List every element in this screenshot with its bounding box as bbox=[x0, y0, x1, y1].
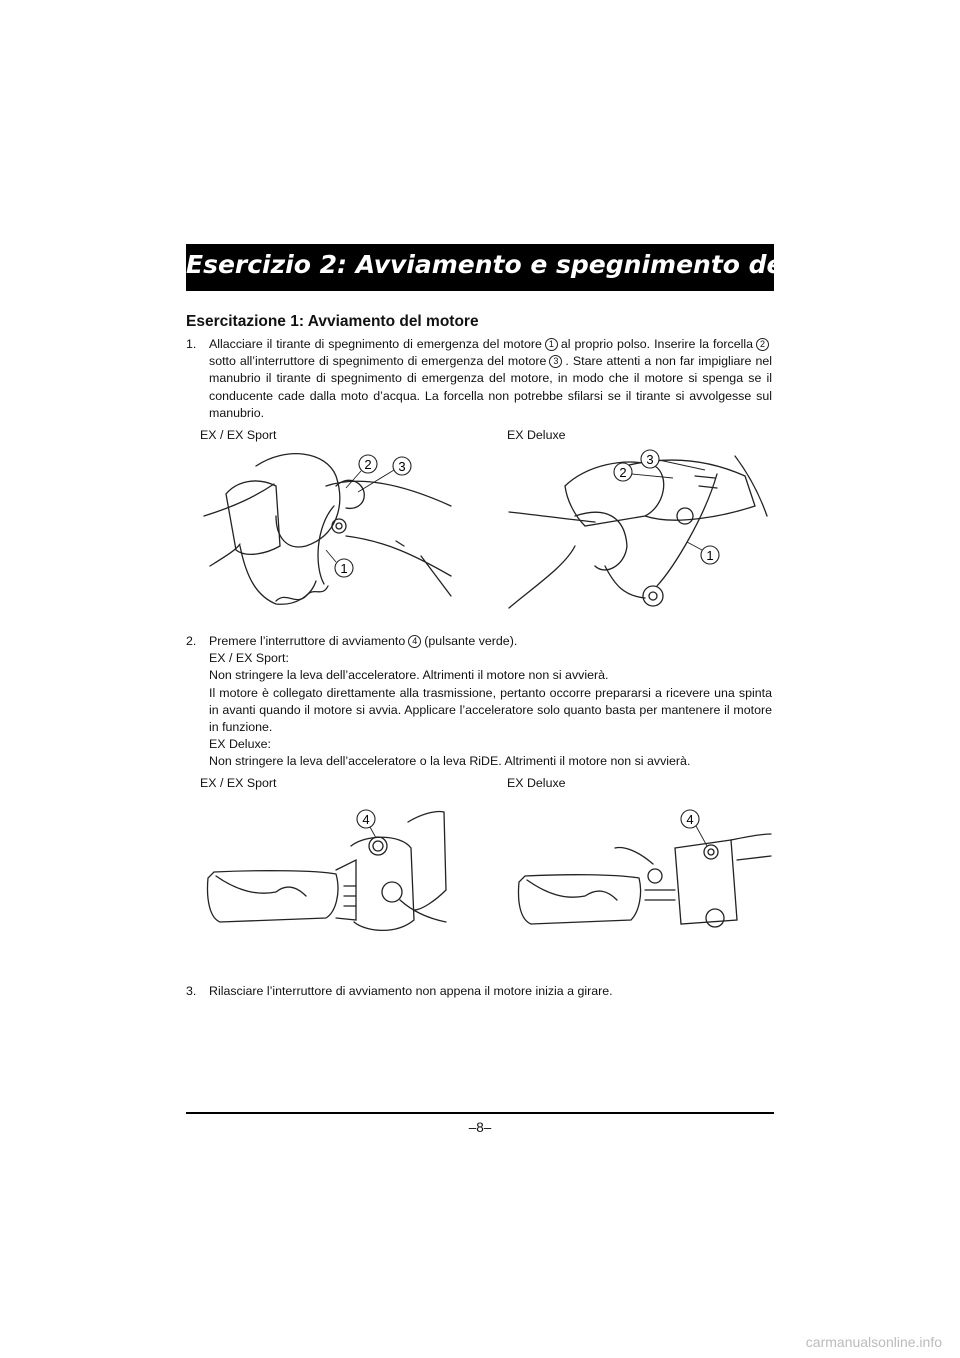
footer-rule bbox=[186, 1112, 774, 1114]
watermark: carmanualsonline.info bbox=[805, 1334, 942, 1350]
step-2-line-4: EX Deluxe: bbox=[209, 737, 271, 752]
chapter-title: Esercizio 2: Avviamento e spegnimento del motore bbox=[186, 250, 903, 279]
callouts-fig1-left bbox=[196, 446, 456, 618]
step-1-text-a: Allacciare il tirante di spegnimento di emergenza del motore bbox=[209, 337, 542, 351]
callouts-fig2-right bbox=[505, 800, 775, 935]
step-1-number: 1. bbox=[186, 337, 197, 351]
step-2-number: 2. bbox=[186, 634, 197, 648]
callout-4-fig2-right-label: 4 bbox=[686, 812, 694, 827]
figure-2-caption-ex-sport: EX / EX Sport bbox=[200, 776, 277, 790]
callout-3-fig1-left-label: 3 bbox=[398, 459, 406, 474]
step-2-line-1: EX / EX Sport: bbox=[209, 651, 289, 666]
figure-caption-ex-sport: EX / EX Sport bbox=[200, 428, 277, 442]
step-1-text-c: sotto all’interruttore di spegnimento di emergenza del motore bbox=[209, 354, 547, 369]
ref-1-marker: 1 bbox=[545, 338, 558, 351]
callouts-fig2-left bbox=[196, 800, 456, 935]
step-1-text-d: . Stare attenti a non far impigliare nel manubrio il tirante di spegnimento di emergenza del motore, in modo che il motore si spenga se il conducente cade dalla moto d’acqua. La forcella non potrebbe sfilarsi se il tirante si avvolgesse sul manubrio. bbox=[209, 354, 772, 420]
ref-4-marker: 4 bbox=[408, 635, 421, 648]
callout-2-fig1-left-label: 2 bbox=[364, 457, 372, 472]
callout-3-fig1-right-label: 3 bbox=[646, 452, 654, 467]
step-2-text-a: Premere l’interruttore di avviamento bbox=[209, 634, 406, 648]
chapter-banner bbox=[186, 244, 903, 291]
step-1 bbox=[186, 336, 772, 422]
step-2-line-3: Il motore è collegato direttamente alla trasmissione, pertanto occorre prepararsi a ricevere una spinta in avanti quando il motore si avvia. Applicare l’acceleratore solo quanto basta per mantenere il motore in funzione. bbox=[209, 685, 772, 735]
step-3-number: 3. bbox=[186, 984, 197, 998]
callout-1-fig1-right-label: 1 bbox=[706, 548, 714, 563]
callout-2-fig1-right-label: 2 bbox=[619, 465, 627, 480]
step-2-line-2: Non stringere la leva dell’acceleratore. Altrimenti il motore non si avvierà. bbox=[209, 668, 609, 683]
step-2 bbox=[186, 633, 772, 771]
step-3 bbox=[186, 983, 772, 1000]
step-3-text: Rilasciare l’interruttore di avviamento non appena il motore inizia a girare. bbox=[209, 984, 613, 998]
callout-4-fig2-left-label: 4 bbox=[362, 812, 370, 827]
figure-caption-ex-deluxe: EX Deluxe bbox=[507, 428, 566, 442]
callouts-fig1-right bbox=[505, 446, 775, 618]
section-title: Esercitazione 1: Avviamento del motore bbox=[186, 313, 479, 330]
callout-1-fig1-left-label: 1 bbox=[340, 561, 348, 576]
figure-2-caption-ex-deluxe: EX Deluxe bbox=[507, 776, 566, 790]
step-2-line-5: Non stringere la leva dell’acceleratore o la leva RiDE. Altrimenti il motore non si avvierà. bbox=[209, 754, 691, 769]
step-2-text-b: (pulsante verde). bbox=[424, 634, 518, 648]
page-number: –8– bbox=[468, 1120, 492, 1135]
ref-3-marker: 3 bbox=[549, 355, 562, 368]
step-1-text-b: al proprio polso. Inserire la forcella bbox=[560, 337, 753, 351]
ref-2-marker: 2 bbox=[756, 338, 769, 351]
